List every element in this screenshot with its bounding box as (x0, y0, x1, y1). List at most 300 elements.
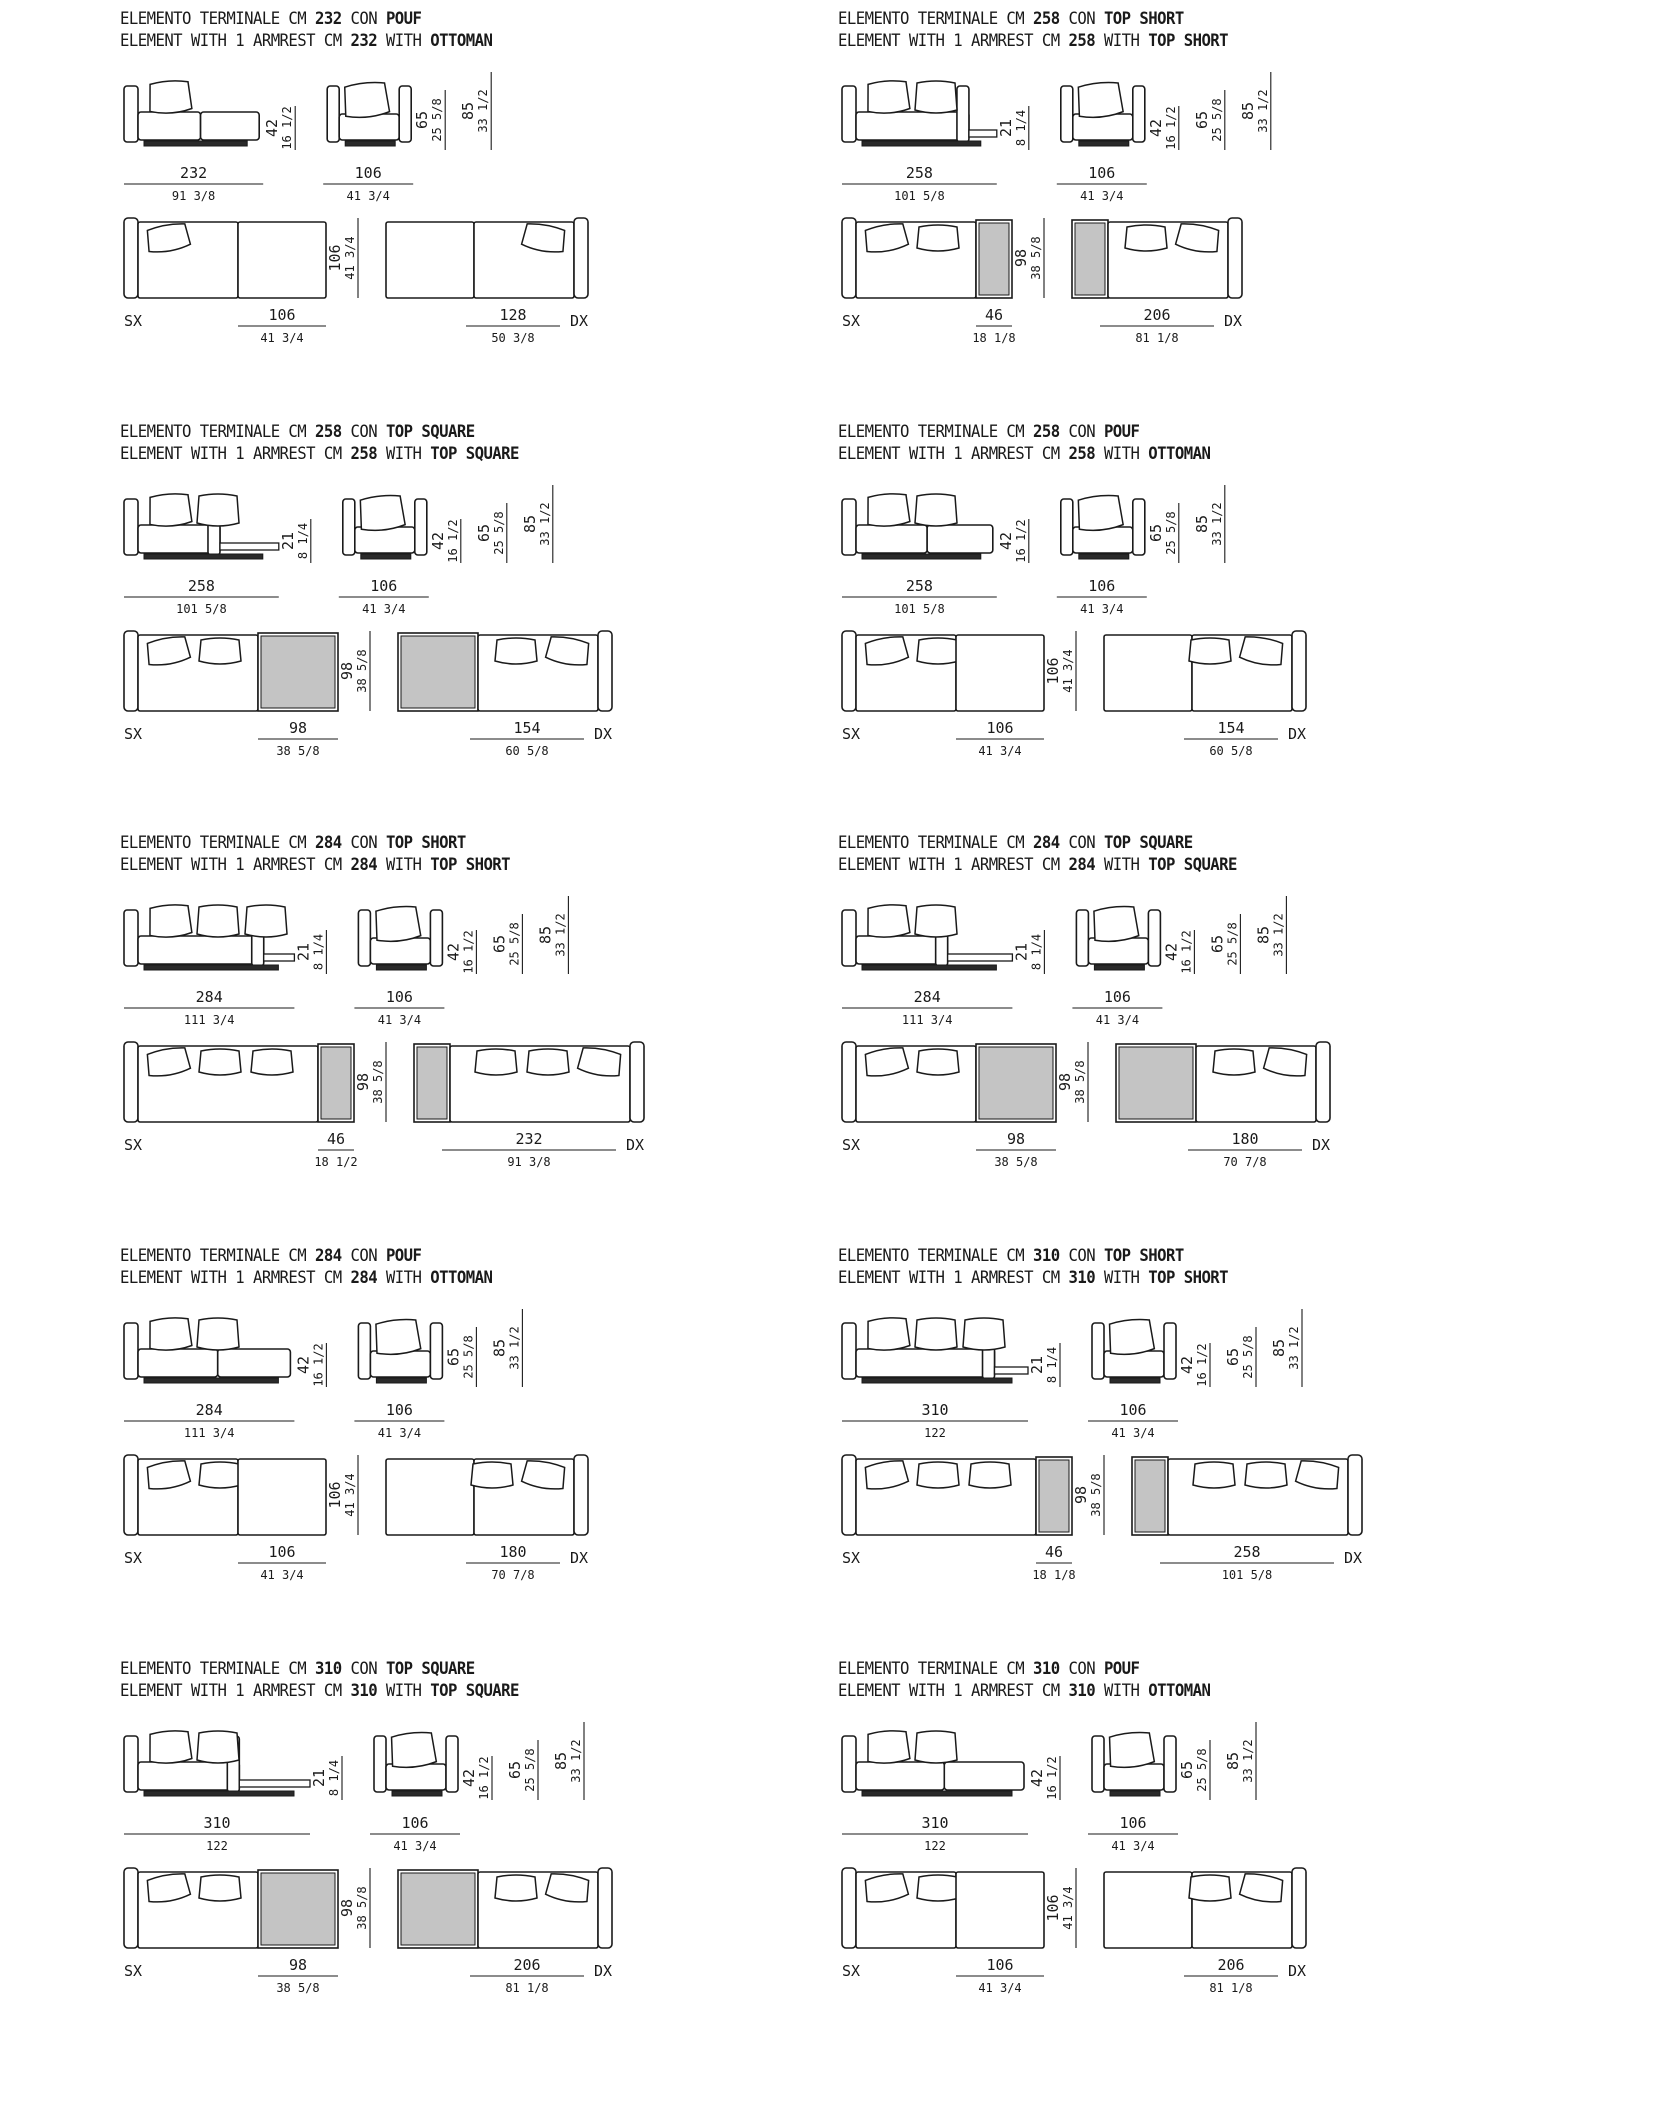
front-height-in: 16 1/2 (477, 1756, 491, 1800)
front-height-cm: 42 (444, 942, 463, 962)
back-cushion (917, 225, 959, 251)
overall-height-in: 33 1/2 (1271, 913, 1286, 957)
title-en-type: TOP SHORT (1148, 1268, 1229, 1288)
side-height-in: 8 1/4 (1013, 109, 1028, 147)
side-height-in: 8 1/4 (1029, 933, 1044, 971)
overall-height-cm: 85 (1224, 1751, 1242, 1771)
sx-width-cm: 46 (1044, 1543, 1064, 1561)
back-cushion (1189, 1875, 1231, 1901)
side-height-in: 8 1/4 (311, 933, 326, 971)
side-height-cm: 42 (996, 531, 1015, 551)
depth-in: 38 5/8 (371, 1060, 385, 1104)
depth-in: 38 5/8 (1089, 1473, 1103, 1517)
back-cushion (969, 1462, 1011, 1488)
title-it-type: POUF (385, 1246, 422, 1266)
back-cushion (866, 1730, 910, 1765)
title-it-mid: CON (1059, 1246, 1104, 1266)
dx-width-cm: 128 (499, 306, 527, 324)
front-height-in: 16 1/2 (1195, 1343, 1209, 1387)
title-it-type: TOP SQUARE (1103, 833, 1193, 853)
overall-height-cm: 85 (1270, 1338, 1288, 1358)
front-height-cm: 42 (1178, 1355, 1196, 1375)
dx-label: DX (593, 1962, 612, 1980)
side-width-in: 91 3/8 (171, 189, 216, 203)
front-height-cm: 42 (1162, 942, 1181, 962)
back-cushion (358, 494, 405, 532)
title-en-prefix: ELEMENT WITH 1 ARMREST CM (120, 1268, 351, 1288)
title-it-cm: 258 (1033, 9, 1060, 29)
module-panel (120, 1658, 880, 2058)
seat-height-in: 25 5/8 (1195, 1748, 1209, 1792)
title-it-mid: CON (341, 422, 386, 442)
title-en-mid: WITH (377, 444, 431, 464)
side-height-cm: 21 (1028, 1355, 1046, 1375)
sx-width-cm: 106 (268, 1543, 296, 1561)
title-en-prefix: ELEMENT WITH 1 ARMREST CM (838, 31, 1069, 51)
side-elevation (124, 1730, 310, 1796)
front-elevation (1076, 905, 1160, 970)
dx-width-in: 81 1/8 (1209, 1981, 1253, 1995)
seat-height-in: 25 5/8 (523, 1748, 537, 1792)
seat-height-in: 25 5/8 (461, 1335, 476, 1379)
front-width-cm: 106 (354, 164, 382, 182)
depth-cm: 98 (1056, 1072, 1074, 1092)
title-it-prefix: ELEMENTO TERMINALE CM (838, 1246, 1034, 1266)
depth-cm: 106 (1044, 1894, 1062, 1922)
module-panel (838, 832, 1598, 1232)
dx-label: DX (569, 1549, 588, 1567)
sx-label: SX (842, 312, 861, 330)
title-it-prefix: ELEMENTO TERMINALE CM (120, 1659, 316, 1679)
side-height-cm: 21 (310, 1768, 328, 1788)
dx-label: DX (1287, 725, 1306, 743)
dx-label: DX (1223, 312, 1242, 330)
front-width-cm: 106 (385, 988, 413, 1006)
side-height-in: 8 1/4 (327, 1759, 341, 1797)
title-it-prefix: ELEMENTO TERMINALE CM (838, 422, 1034, 442)
front-width-cm: 106 (1119, 1401, 1147, 1419)
back-cushion (866, 80, 910, 115)
sx-label: SX (842, 1136, 861, 1154)
title-en-mid: WITH (377, 855, 431, 875)
back-cushion (1193, 1462, 1235, 1488)
title-en-type: TOP SQUARE (430, 1681, 519, 1701)
sx-width-cm: 98 (288, 1956, 308, 1974)
front-width-in: 41 3/4 (1111, 1839, 1155, 1853)
depth-in: 41 3/4 (1061, 649, 1075, 693)
title-it-type: TOP SHORT (1103, 9, 1184, 29)
title-en-type: OTTOMAN (430, 31, 493, 51)
back-cushion (197, 1731, 239, 1763)
side-width-cm: 232 (180, 164, 208, 182)
dx-label: DX (1311, 1136, 1330, 1154)
title-it-cm: 232 (315, 9, 342, 29)
front-elevation (1061, 494, 1145, 559)
overall-height-in: 33 1/2 (1209, 502, 1224, 546)
back-cushion (374, 1318, 421, 1356)
sx-width-in: 38 5/8 (994, 1155, 1038, 1169)
side-height-cm: 21 (294, 942, 313, 962)
side-height-in: 8 1/4 (1045, 1346, 1059, 1384)
title-en-cm: 310 (1068, 1681, 1096, 1701)
title-en-cm: 310 (350, 1681, 378, 1701)
side-width-in: 111 3/4 (183, 1013, 235, 1027)
title-en-cm: 232 (350, 31, 378, 51)
side-height-in: 16 1/2 (1013, 519, 1028, 563)
title-it-mid: CON (341, 1246, 386, 1266)
side-elevation (124, 1317, 290, 1383)
front-elevation (1061, 81, 1145, 146)
title-en-cm: 258 (1068, 31, 1096, 51)
title-it-prefix: ELEMENTO TERMINALE CM (120, 833, 316, 853)
dx-label: DX (1343, 1549, 1362, 1567)
title-it-prefix: ELEMENTO TERMINALE CM (838, 9, 1034, 29)
seat-height-cm: 65 (1146, 523, 1165, 543)
title-it-type: TOP SHORT (1103, 1246, 1184, 1266)
title-it-prefix: ELEMENTO TERMINALE CM (838, 1659, 1034, 1679)
title-en-mid: WITH (1095, 444, 1149, 464)
sx-label: SX (842, 725, 861, 743)
front-height-in: 16 1/2 (1179, 930, 1194, 974)
front-height-cm: 42 (1146, 118, 1165, 138)
seat-height-cm: 65 (1178, 1760, 1196, 1780)
front-height-cm: 42 (428, 531, 447, 551)
dx-width-in: 91 3/8 (507, 1155, 551, 1169)
front-width-in: 41 3/4 (1080, 189, 1124, 203)
module-drawing (120, 421, 880, 821)
title-en-prefix: ELEMENT WITH 1 ARMREST CM (838, 1268, 1069, 1288)
title-it-type: TOP SHORT (385, 833, 466, 853)
depth-in: 38 5/8 (1029, 236, 1043, 280)
title-en-prefix: ELEMENT WITH 1 ARMREST CM (838, 855, 1069, 875)
side-elevation (842, 80, 997, 146)
back-cushion (148, 1730, 192, 1765)
module-panel (120, 8, 880, 408)
dx-width-cm: 206 (1143, 306, 1171, 324)
sx-width-cm: 106 (986, 719, 1014, 737)
title-it-type: TOP SQUARE (385, 1659, 475, 1679)
depth-in: 41 3/4 (1061, 1886, 1075, 1930)
overall-height-in: 33 1/2 (476, 89, 491, 133)
module-drawing (120, 8, 880, 408)
dx-width-cm: 154 (513, 719, 541, 737)
title-en-mid: WITH (377, 1681, 431, 1701)
front-elevation (343, 494, 427, 559)
sx-width-in: 18 1/2 (314, 1155, 358, 1169)
back-cushion (1107, 1318, 1154, 1356)
front-elevation (358, 905, 442, 970)
depth-in: 38 5/8 (355, 1886, 369, 1930)
title-en-prefix: ELEMENT WITH 1 ARMREST CM (838, 444, 1069, 464)
front-elevation (1092, 1318, 1176, 1383)
title-it-prefix: ELEMENTO TERMINALE CM (120, 422, 316, 442)
module-panel (120, 832, 880, 1232)
sx-label: SX (124, 1962, 143, 1980)
front-height-in: 16 1/2 (1163, 106, 1178, 150)
back-cushion (1107, 1731, 1154, 1769)
back-cushion (389, 1731, 436, 1769)
title-en-mid: WITH (1095, 1681, 1149, 1701)
depth-cm: 98 (338, 1898, 356, 1918)
front-elevation (358, 1318, 442, 1383)
back-cushion (1125, 225, 1167, 251)
sx-label: SX (124, 312, 143, 330)
back-cushion (917, 1875, 959, 1901)
front-elevation (327, 81, 411, 146)
side-width-cm: 284 (913, 988, 941, 1006)
depth-in: 38 5/8 (1073, 1060, 1087, 1104)
depth-cm: 98 (338, 661, 356, 681)
back-cushion (866, 493, 910, 528)
seat-height-in: 25 5/8 (1209, 98, 1224, 142)
back-cushion (197, 1318, 239, 1350)
seat-height-in: 25 5/8 (1225, 922, 1240, 966)
title-en-prefix: ELEMENT WITH 1 ARMREST CM (120, 444, 351, 464)
seat-height-in: 25 5/8 (507, 922, 522, 966)
title-it-cm: 310 (1033, 1659, 1060, 1679)
seat-height-in: 25 5/8 (1241, 1335, 1255, 1379)
back-cushion (199, 1462, 241, 1488)
dx-label: DX (569, 312, 588, 330)
back-cushion (343, 81, 390, 119)
side-width-in: 111 3/4 (901, 1013, 953, 1027)
sx-width-in: 18 1/8 (1032, 1568, 1076, 1582)
depth-cm: 98 (1012, 248, 1030, 268)
back-cushion (1213, 1049, 1255, 1075)
overall-height-cm: 85 (1254, 925, 1273, 945)
side-width-cm: 258 (905, 164, 933, 182)
sx-width-in: 38 5/8 (276, 1981, 320, 1995)
back-cushion (148, 904, 192, 939)
sx-label: SX (124, 1136, 143, 1154)
back-cushion (866, 1317, 910, 1352)
seat-height-cm: 65 (444, 1347, 463, 1367)
side-elevation (124, 904, 294, 970)
title-en-mid: WITH (1095, 31, 1149, 51)
sx-width-in: 41 3/4 (978, 744, 1022, 758)
back-cushion (199, 1049, 241, 1075)
side-width-in: 122 (924, 1426, 946, 1440)
title-it-prefix: ELEMENTO TERMINALE CM (120, 9, 316, 29)
front-width-in: 41 3/4 (1111, 1426, 1155, 1440)
front-height-in: 16 1/2 (461, 930, 476, 974)
sx-width-in: 41 3/4 (260, 1568, 304, 1582)
side-height-cm: 42 (1028, 1768, 1046, 1788)
front-width-in: 41 3/4 (377, 1013, 422, 1027)
side-width-cm: 258 (187, 577, 215, 595)
sx-width-in: 18 1/8 (972, 331, 1016, 345)
title-it-type: POUF (385, 9, 422, 29)
overall-height-cm: 85 (520, 514, 539, 534)
front-width-cm: 106 (385, 1401, 413, 1419)
back-cushion (1092, 905, 1139, 943)
sx-width-in: 41 3/4 (260, 331, 304, 345)
back-cushion (475, 1049, 517, 1075)
depth-in: 38 5/8 (355, 649, 369, 693)
dx-width-in: 70 7/8 (491, 1568, 535, 1582)
side-elevation (124, 80, 259, 146)
title-en-type: TOP SHORT (1148, 31, 1229, 51)
back-cushion (197, 494, 239, 526)
side-width-cm: 310 (203, 1814, 231, 1832)
sx-label: SX (124, 1549, 143, 1567)
title-en-prefix: ELEMENT WITH 1 ARMREST CM (120, 31, 351, 51)
front-width-cm: 106 (401, 1814, 429, 1832)
depth-cm: 98 (354, 1072, 372, 1092)
seat-height-in: 25 5/8 (1163, 511, 1178, 555)
title-it-mid: CON (341, 1659, 386, 1679)
seat-height-in: 25 5/8 (491, 511, 506, 555)
title-en-mid: WITH (377, 1268, 431, 1288)
module-drawing (120, 1245, 880, 1645)
front-height-in: 16 1/2 (445, 519, 460, 563)
side-width-in: 111 3/4 (183, 1426, 235, 1440)
overall-height-cm: 85 (1238, 101, 1257, 121)
sx-width-in: 41 3/4 (978, 1981, 1022, 1995)
side-elevation (842, 1317, 1028, 1383)
title-it-cm: 284 (1033, 833, 1060, 853)
side-height-cm: 21 (996, 118, 1015, 138)
title-it-cm: 310 (315, 1659, 342, 1679)
title-it-cm: 284 (315, 833, 342, 853)
title-en-type: TOP SHORT (430, 855, 511, 875)
dx-width-cm: 154 (1217, 719, 1245, 737)
title-en-type: OTTOMAN (1148, 444, 1211, 464)
dx-label: DX (625, 1136, 644, 1154)
sx-width-cm: 46 (326, 1130, 346, 1148)
front-width-in: 41 3/4 (377, 1426, 422, 1440)
dx-width-in: 60 5/8 (505, 744, 549, 758)
side-width-in: 122 (206, 1839, 228, 1853)
overall-height-cm: 85 (536, 925, 555, 945)
overall-height-in: 33 1/2 (1241, 1739, 1255, 1783)
title-it-mid: CON (1059, 833, 1104, 853)
title-it-type: POUF (1103, 1659, 1140, 1679)
title-en-cm: 284 (1068, 855, 1096, 875)
module-panel (838, 421, 1598, 821)
depth-cm: 98 (1072, 1485, 1090, 1505)
front-width-cm: 106 (370, 577, 398, 595)
title-en-prefix: ELEMENT WITH 1 ARMREST CM (120, 1681, 351, 1701)
back-cushion (374, 905, 421, 943)
side-width-in: 122 (924, 1839, 946, 1853)
back-cushion (917, 1462, 959, 1488)
title-it-type: POUF (1103, 422, 1140, 442)
side-height-in: 8 1/4 (295, 522, 310, 560)
overall-height-in: 33 1/2 (569, 1739, 583, 1783)
back-cushion (148, 1317, 192, 1352)
overall-height-cm: 85 (459, 101, 478, 121)
title-en-mid: WITH (1095, 855, 1149, 875)
module-drawing (838, 421, 1598, 821)
sx-width-cm: 98 (1006, 1130, 1026, 1148)
dx-width-cm: 180 (499, 1543, 527, 1561)
title-it-prefix: ELEMENTO TERMINALE CM (120, 1246, 316, 1266)
seat-height-cm: 65 (506, 1760, 524, 1780)
dx-width-cm: 206 (1217, 1956, 1245, 1974)
depth-in: 41 3/4 (343, 236, 357, 280)
back-cushion (915, 905, 957, 937)
depth-cm: 106 (326, 1481, 344, 1509)
title-it-cm: 258 (1033, 422, 1060, 442)
title-en-cm: 258 (1068, 444, 1096, 464)
front-width-cm: 106 (1088, 577, 1116, 595)
front-width-in: 41 3/4 (346, 189, 390, 203)
back-cushion (495, 638, 537, 664)
dx-width-cm: 180 (1231, 1130, 1259, 1148)
side-height-cm: 42 (294, 1355, 313, 1375)
overall-height-cm: 85 (490, 1338, 509, 1358)
title-it-cm: 310 (1033, 1246, 1060, 1266)
overall-height-in: 33 1/2 (1255, 89, 1270, 133)
dx-label: DX (1287, 1962, 1306, 1980)
module-panel (838, 1658, 1598, 2058)
seat-height-cm: 65 (1192, 110, 1211, 130)
sx-label: SX (842, 1962, 861, 1980)
back-cushion (1189, 638, 1231, 664)
title-it-mid: CON (1059, 1659, 1104, 1679)
side-height-cm: 42 (263, 118, 282, 138)
side-width-cm: 310 (921, 1401, 949, 1419)
front-width-cm: 106 (1088, 164, 1116, 182)
seat-height-cm: 65 (413, 110, 432, 130)
back-cushion (148, 80, 192, 115)
title-it-type: TOP SQUARE (385, 422, 475, 442)
front-elevation (374, 1731, 458, 1796)
side-height-in: 16 1/2 (311, 1343, 326, 1387)
side-height-cm: 21 (1012, 942, 1031, 962)
title-en-type: TOP SQUARE (430, 444, 519, 464)
side-width-in: 101 5/8 (176, 602, 227, 616)
front-width-cm: 106 (1119, 1814, 1147, 1832)
title-en-cm: 284 (350, 855, 378, 875)
title-en-cm: 310 (1068, 1268, 1096, 1288)
front-elevation (1092, 1731, 1176, 1796)
back-cushion (1076, 81, 1123, 119)
dx-width-in: 81 1/8 (1135, 331, 1179, 345)
side-width-cm: 310 (921, 1814, 949, 1832)
seat-height-in: 25 5/8 (430, 98, 445, 142)
back-cushion (199, 1875, 241, 1901)
title-en-cm: 284 (350, 1268, 378, 1288)
back-cushion (245, 905, 287, 937)
seat-height-cm: 65 (1208, 934, 1227, 954)
module-drawing (838, 832, 1598, 1232)
title-en-type: OTTOMAN (430, 1268, 493, 1288)
depth-cm: 106 (1044, 657, 1062, 685)
sx-label: SX (124, 725, 143, 743)
side-width-cm: 284 (195, 1401, 223, 1419)
sx-label: SX (842, 1549, 861, 1567)
back-cushion (866, 904, 910, 939)
back-cushion (197, 905, 239, 937)
sx-width-cm: 106 (268, 306, 296, 324)
dx-width-cm: 258 (1233, 1543, 1261, 1561)
front-width-in: 41 3/4 (362, 602, 406, 616)
back-cushion (1245, 1462, 1287, 1488)
module-drawing (838, 1245, 1598, 1645)
title-it-mid: CON (1059, 422, 1104, 442)
title-en-type: TOP SQUARE (1148, 855, 1237, 875)
side-height-in: 16 1/2 (1045, 1756, 1059, 1800)
module-panel (120, 421, 880, 821)
dx-width-in: 70 7/8 (1223, 1155, 1267, 1169)
title-en-prefix: ELEMENT WITH 1 ARMREST CM (120, 855, 351, 875)
front-height-cm: 42 (460, 1768, 478, 1788)
back-cushion (917, 638, 959, 664)
back-cushion (199, 638, 241, 664)
front-width-cm: 106 (1103, 988, 1131, 1006)
